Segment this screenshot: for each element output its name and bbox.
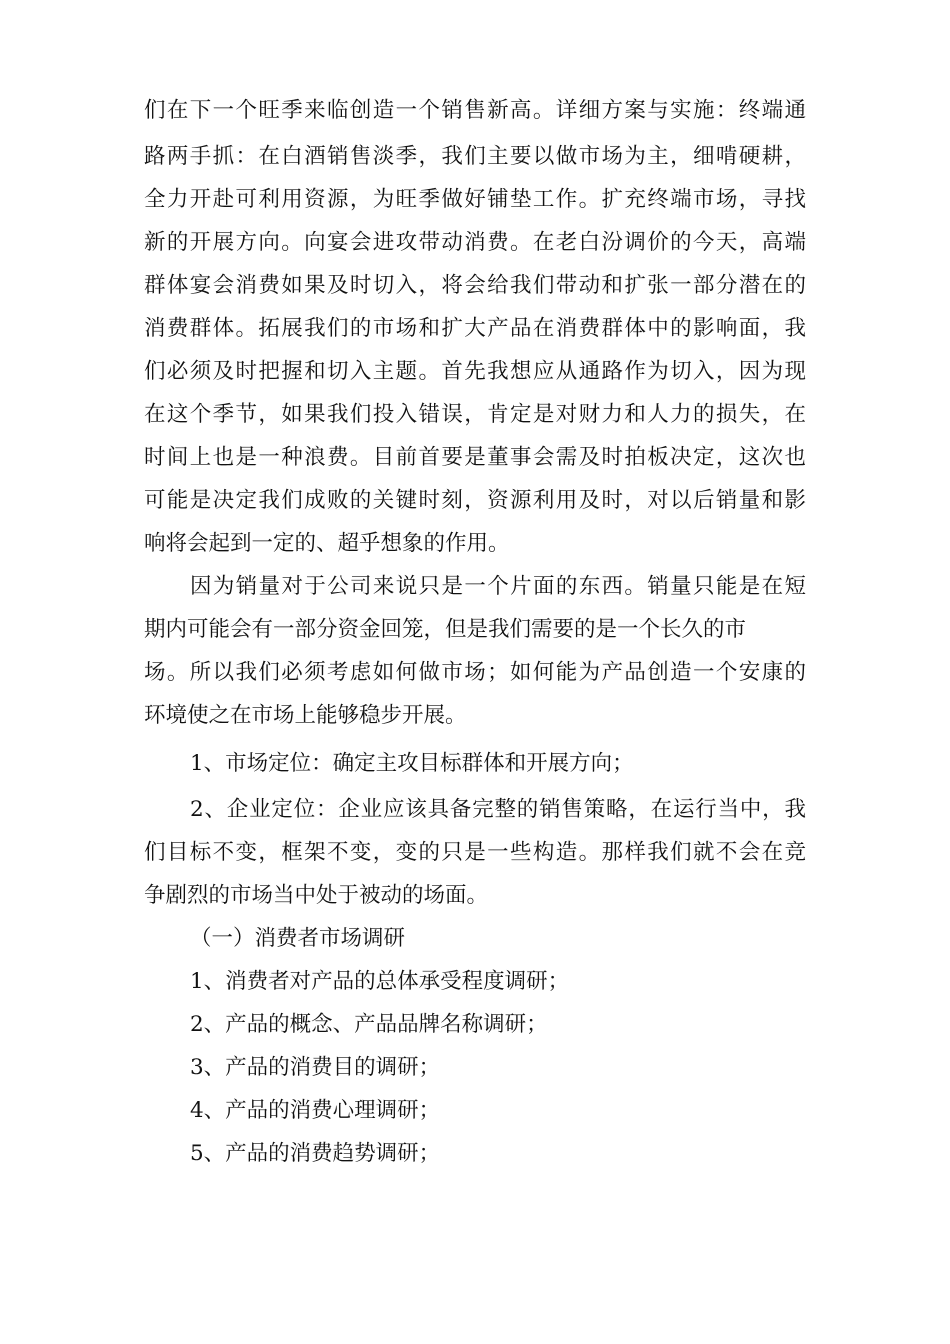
- body-text-line: 响将会起到一定的、超乎想象的作用。: [144, 531, 510, 556]
- body-text-line: 消费群体。拓展我们的市场和扩大产品在消费群体中的影响面，我: [144, 316, 806, 341]
- body-text-line: 2、企业定位：企业应该具备完整的销售策略，在运行当中，我: [190, 797, 806, 822]
- body-text-line: 期内可能会有一部分资金回笼，但是我们需要的是一个长久的市: [144, 617, 747, 642]
- list-item: 2、产品的概念、产品品牌名称调研；: [190, 1012, 548, 1037]
- list-item: 5、产品的消费趋势调研；: [190, 1141, 441, 1166]
- list-item: 4、产品的消费心理调研；: [190, 1098, 441, 1123]
- list-item: 1、消费者对产品的总体承受程度调研；: [190, 969, 570, 994]
- list-item: 3、产品的消费目的调研；: [190, 1055, 441, 1080]
- body-text-line: 1、市场定位：确定主攻目标群体和开展方向；: [190, 751, 634, 776]
- body-text-line: 因为销量对于公司来说只是一个片面的东西。销量只能是在短: [190, 574, 806, 599]
- body-text-line: 们目标不变，框架不变，变的只是一些构造。那样我们就不会在竞: [144, 840, 806, 865]
- body-text-line: 群体宴会消费如果及时切入，将会给我们带动和扩张一部分潜在的: [144, 273, 806, 298]
- body-text-line: 场。所以我们必须考虑如何做市场；如何能为产品创造一个安康的: [144, 660, 806, 685]
- body-text-line: 争剧烈的市场当中处于被动的场面。: [144, 883, 489, 908]
- section-heading: （一）消费者市场调研: [190, 926, 406, 951]
- body-text-line: 全力开赴可利用资源，为旺季做好铺垫工作。扩充终端市场，寻找: [144, 187, 806, 212]
- body-text-line: 可能是决定我们成败的关键时刻，资源利用及时，对以后销量和影: [144, 488, 806, 513]
- body-text-line: 们在下一个旺季来临创造一个销售新高。详细方案与实施：终端通: [144, 98, 806, 123]
- body-text-line: 环境使之在市场上能够稳步开展。: [144, 703, 467, 728]
- body-text-line: 们必须及时把握和切入主题。首先我想应从通路作为切入，因为现: [144, 359, 806, 384]
- body-text-line: 新的开展方向。向宴会进攻带动消费。在老白汾调价的今天，高端: [144, 230, 806, 255]
- body-text-line: 路两手抓：在白酒销售淡季，我们主要以做市场为主，细啃硬耕，: [144, 144, 806, 169]
- body-text-line: 时间上也是一种浪费。目前首要是董事会需及时拍板决定，这次也: [144, 445, 806, 470]
- body-text-line: 在这个季节，如果我们投入错误，肯定是对财力和人力的损失，在: [144, 402, 806, 427]
